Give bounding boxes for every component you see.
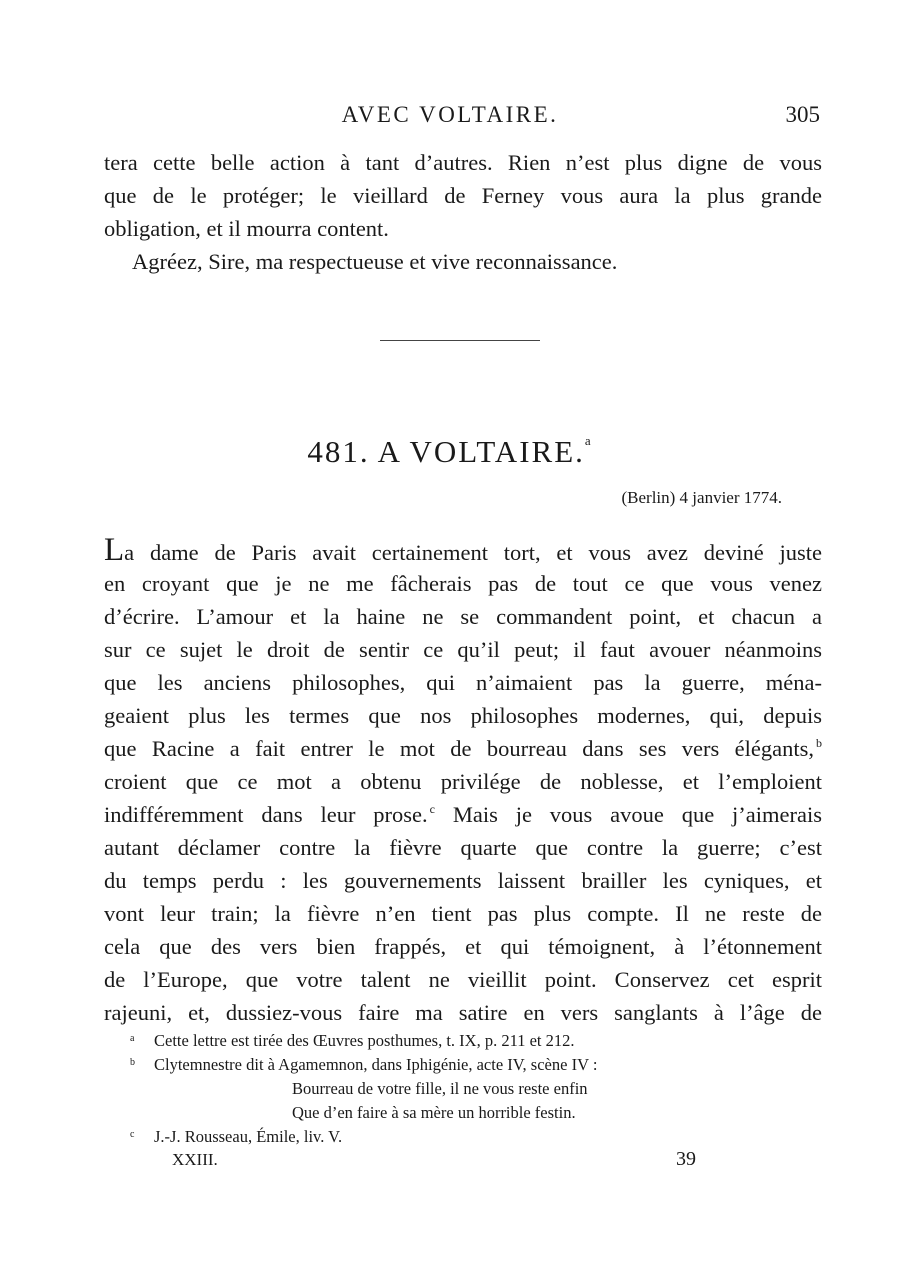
drop-cap: L — [104, 534, 125, 567]
text-line: de l’Europe, que votre talent ne vieillit point. Conservez cet esprit — [104, 967, 822, 992]
footnote-mark: c — [130, 1129, 135, 1140]
verse-line: Que d’en faire à sa mère un horrible festin. — [292, 1103, 576, 1122]
text-line: vont leur train; la fièvre n’en tient pas plus compte. Il ne reste de — [104, 901, 822, 926]
footnote-a — [130, 1029, 784, 1053]
footnote-ref: b — [816, 736, 822, 750]
closing-line: Agréez, Sire, ma respectueuse et vive reconnaissance. — [132, 249, 618, 274]
text-line: que les anciens philosophes, qui n’aimaient pas la guerre, ména- — [104, 670, 822, 695]
text-line: sur ce sujet le droit de sentir ce qu’il peut; il faut avouer néanmoins — [104, 637, 822, 662]
letter-title: A VOLTAIRE. — [377, 434, 585, 469]
previous-letter-ending — [104, 146, 822, 278]
text-line: que de le protéger; le vieillard de Ferney vous aura la plus grande — [104, 183, 822, 208]
verse-line: Bourreau de votre fille, il ne vous reste enfin — [292, 1079, 588, 1098]
footnote-mark: a — [130, 1033, 135, 1044]
running-title: AVEC VOLTAIRE. — [341, 102, 559, 127]
text-line: du temps perdu : les gouvernements laissent brailler les cyniques, et — [104, 868, 822, 893]
text-line: cela que des vers bien frappés, et qui témoignent, à l’étonnement — [104, 934, 822, 959]
text-line: obligation, et il mourra content. — [104, 216, 389, 241]
text-line: tera cette belle action à tant d’autres. Rien n’est plus digne de vous — [104, 150, 822, 175]
letter-number: 481. — [307, 434, 370, 469]
footnote-b — [130, 1053, 784, 1077]
running-head — [0, 102, 900, 132]
text-line: autant déclamer contre la fièvre quarte que contre la guerre; c’est — [104, 835, 822, 860]
volume-signature: XXIII. — [172, 1150, 218, 1169]
footnote-text: J.-J. Rousseau, Émile, liv. V. — [154, 1127, 343, 1146]
footnote-text: Cette lettre est tirée des Œuvres posthumes, t. IX, p. 211 et 212. — [154, 1031, 575, 1050]
text-line: croient que ce mot a obtenu privilége de noblesse, et l’emploient — [104, 769, 822, 794]
footnote-ref: c — [429, 802, 435, 816]
letter-body — [104, 534, 822, 1029]
sheet-number: 39 — [676, 1148, 696, 1170]
letter-date: (Berlin) 4 janvier 1774. — [621, 488, 782, 507]
text-line: rajeuni, et, dussiez-vous faire ma satire en vers sanglants à l’âge de — [104, 1000, 822, 1025]
text-line: en croyant que je ne me fâcherais pas de tout ce que vous venez — [104, 571, 822, 596]
page-number: 305 — [785, 102, 820, 127]
text-line: que Racine a fait entrer le mot de bourreau dans ses vers élégants, $^b$ — [104, 736, 822, 761]
text-line: geaient plus les termes que nos philosophes modernes, qui, depuis — [104, 703, 822, 728]
footnote-mark: b — [130, 1057, 135, 1068]
section-divider — [380, 340, 540, 341]
footnotes — [130, 1029, 784, 1149]
text-line: La dame de Paris avait certainement tort, et vous avez deviné juste — [104, 534, 822, 567]
text-line: indifféremment dans leur prose. $^c$ Mais je vous avoue que j’aimerais — [104, 802, 822, 827]
text-line: d’écrire. L’amour et la haine ne se commandent point, et chacun a — [104, 604, 822, 629]
letter-heading — [0, 434, 900, 470]
footnote-c — [130, 1125, 784, 1149]
title-note-mark: a — [584, 432, 593, 448]
footnote-text: Clytemnestre dit à Agamemnon, dans Iphigénie, acte IV, scène IV : — [154, 1055, 598, 1074]
